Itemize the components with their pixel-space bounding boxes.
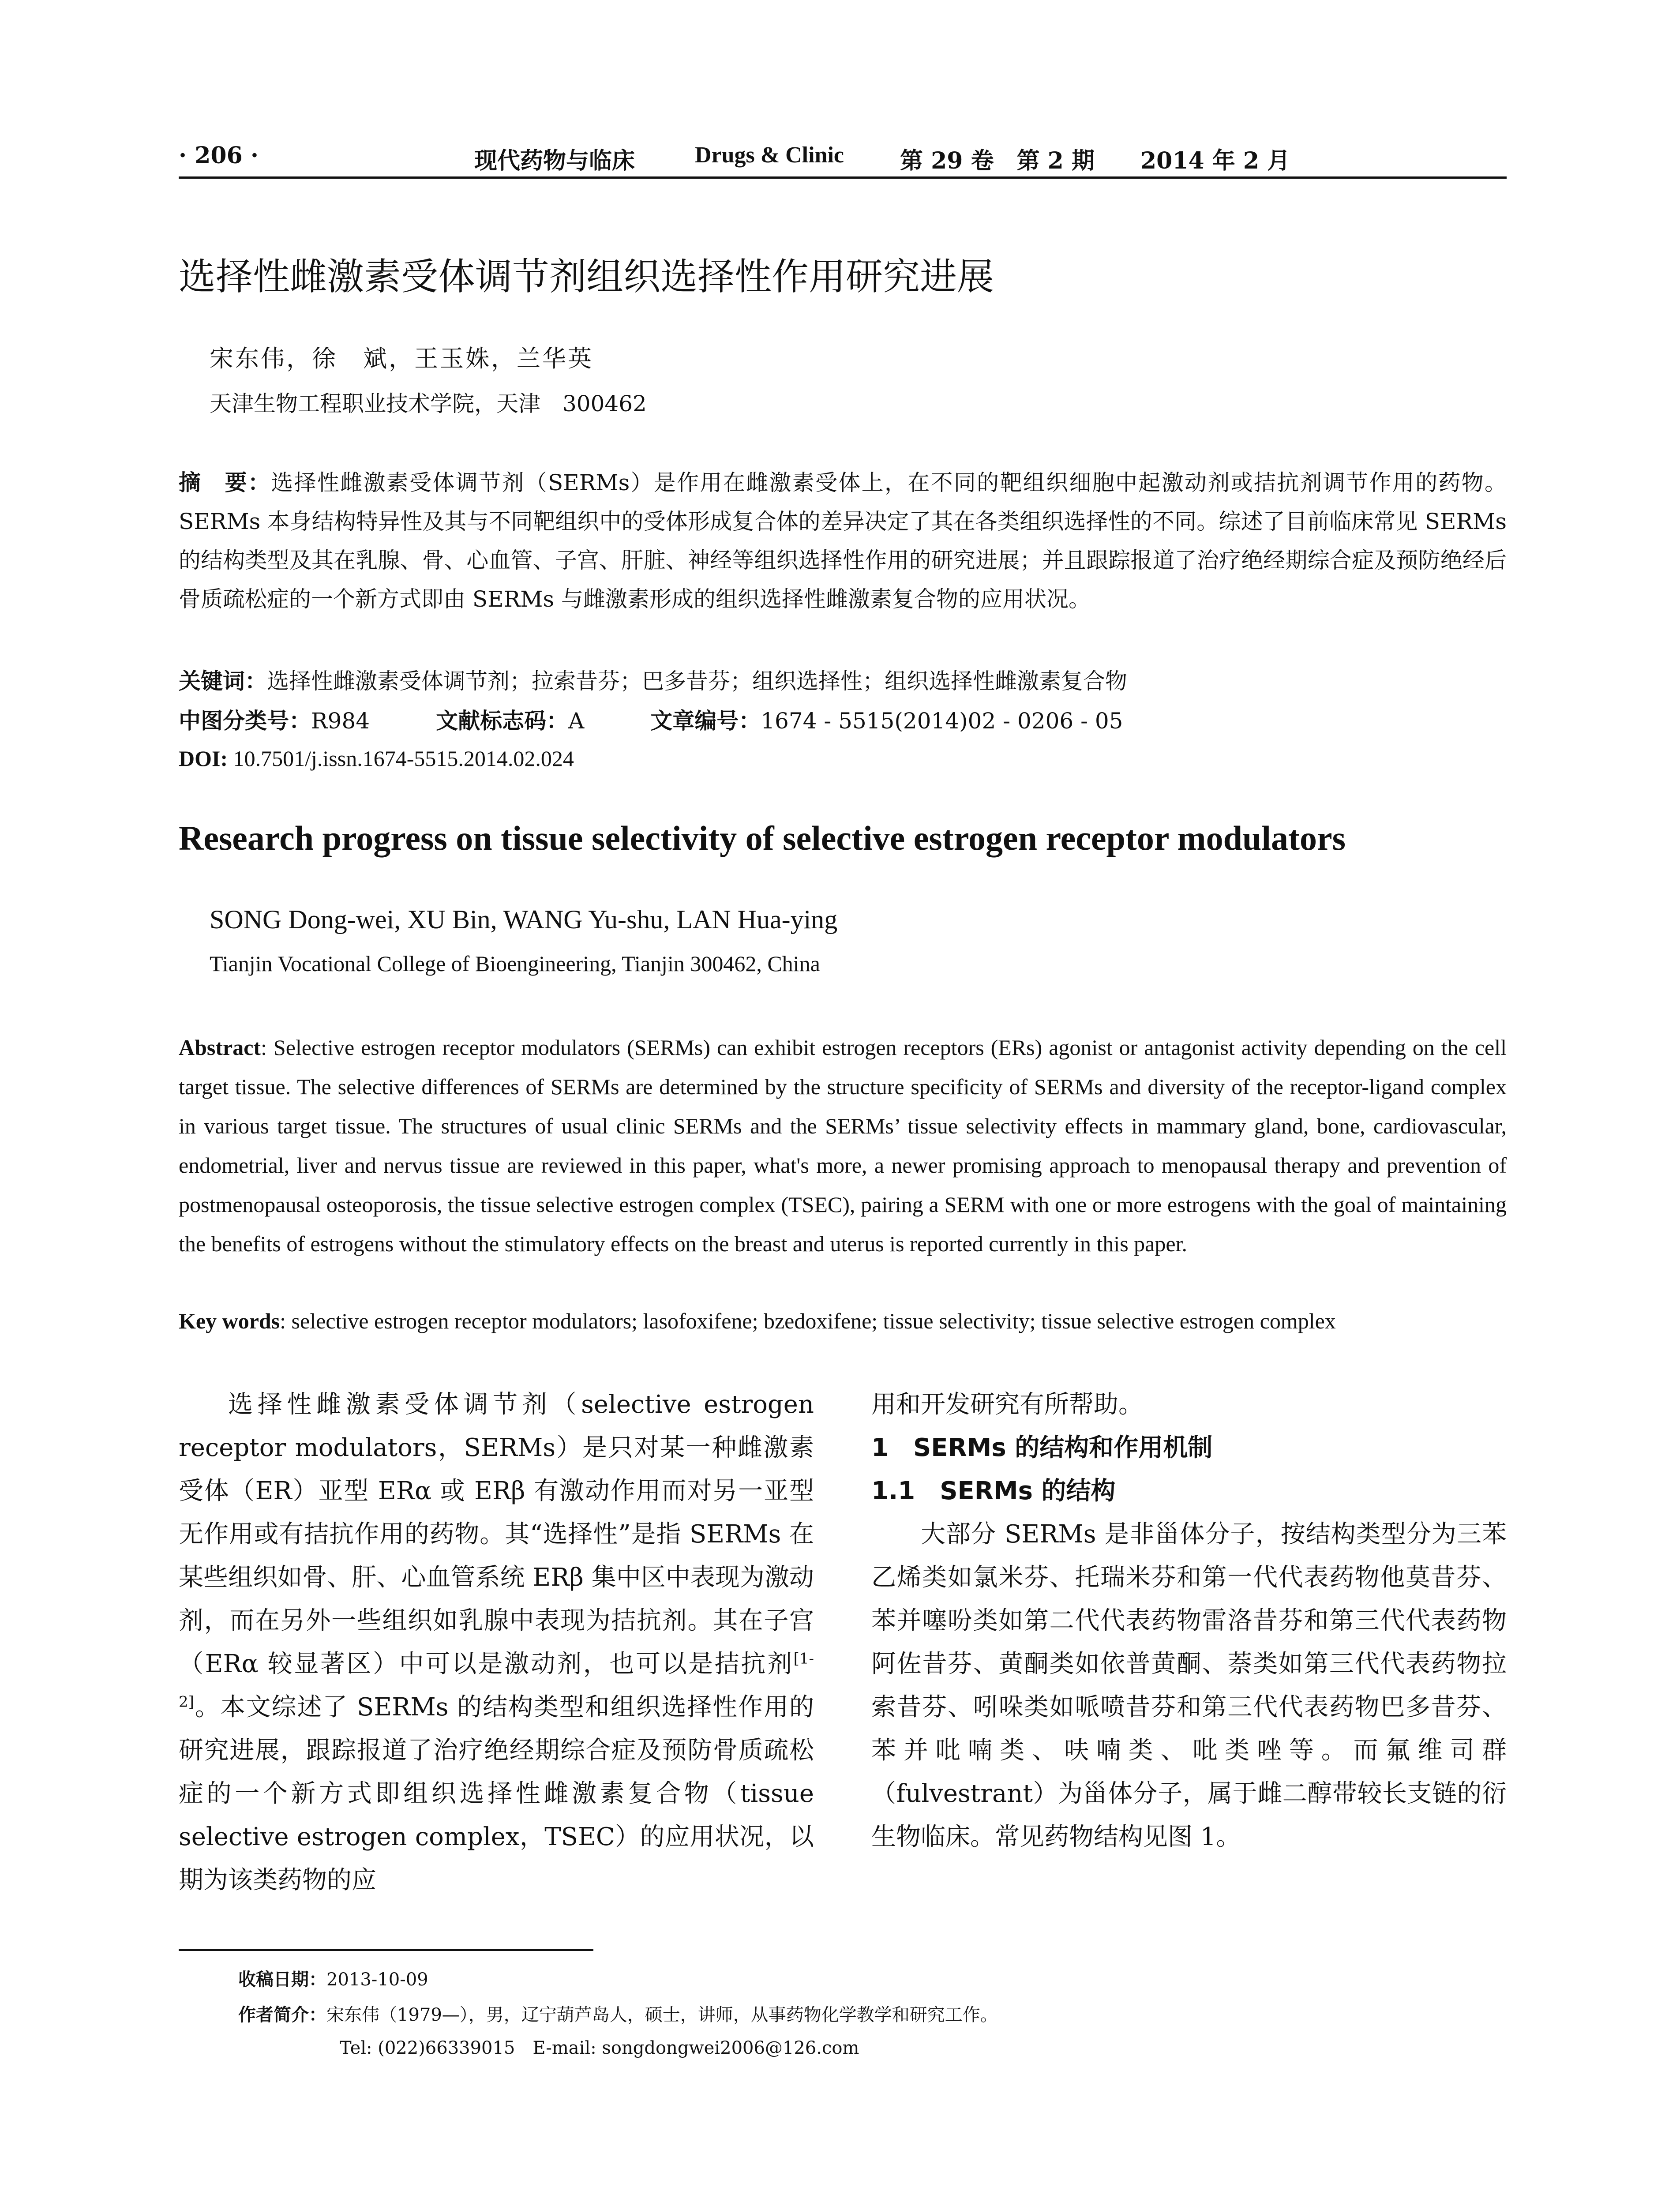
- affiliation-cn: 天津生物工程职业技术学院，天津 300462: [210, 391, 647, 416]
- authors-en: SONG Dong-wei, XU Bin, WANG Yu-shu, LAN Hua-ying: [210, 905, 838, 934]
- volume-issue: 第 29 卷 第 2 期: [900, 147, 1095, 174]
- abstract-en: [179, 1028, 1507, 1264]
- header-rule: [179, 176, 1507, 179]
- intro-paragraph: [179, 1383, 814, 1902]
- contact-note: Tel: (022)66339015 E-mail: songdongwei2006@126.com: [340, 2038, 859, 2058]
- keywords-label-cn: 关键词：: [179, 668, 267, 694]
- doc-code-value: A: [568, 708, 585, 734]
- doi-line: [179, 739, 1507, 778]
- issue-date: 2014 年 2 月: [1140, 147, 1290, 174]
- received-date-note: [238, 1966, 428, 1991]
- keywords-text-en: : selective estrogen receptor modulators; lasofoxifene; bzedoxifene; tissue selectivity; tissue selective estrogen complex: [280, 1309, 1336, 1333]
- body-column-right: [871, 1383, 1507, 1859]
- bio-text: 宋东伟（1979—），男，辽宁葫芦岛人，硕士，讲师，从事药物化学教学和研究工作。: [326, 2005, 998, 2025]
- section-heading-1-1: 1.1 SERMs 的结构: [871, 1477, 1116, 1505]
- keywords-text-cn: 选择性雌激素受体调节剂；拉索昔芬；巴多昔芬；组织选择性；组织选择性雌激素复合物: [267, 668, 1127, 694]
- article-no-value: 1674 - 5515(2014)02 - 0206 - 05: [761, 708, 1123, 734]
- article-title-cn: 选择性雌激素受体调节剂组织选择性作用研究进展: [179, 255, 994, 298]
- intro-continuation: 用和开发研究有所帮助。: [871, 1390, 1143, 1419]
- doi-label: DOI:: [179, 746, 228, 771]
- keywords-label-en: Key words: [179, 1309, 280, 1333]
- footnote-rule: [179, 1949, 593, 1951]
- bio-label: 作者简介：: [238, 2005, 326, 2025]
- abstract-label-cn: 摘 要：: [179, 470, 271, 495]
- keywords-en: [179, 1302, 1507, 1341]
- section-heading-1: 1 SERMs 的结构和作用机制: [871, 1433, 1213, 1462]
- structure-paragraph: 大部分 SERMs 是非甾体分子，按结构类型分为三苯乙烯类如氯米芬、托瑞米芬和第一代代表药物他莫昔芬、苯并噻吩类如第二代代表药物雷洛昔芬和第三代代表药物阿佐昔芬、黄酮类如依普黄酮、萘类如第三代代表药物拉索昔芬、吲哚类如哌喷昔芬和第三代代表药物巴多昔芬、苯并吡喃类、呋喃类、吡类唑等。而氟维司群（fulvestrant）为甾体分子，属于雌二醇带较长支链的衍生物临床。常见药物结构见图 1。: [871, 1520, 1507, 1851]
- received-label: 收稿日期：: [238, 1970, 326, 1990]
- abstract-cn: [179, 463, 1507, 619]
- article-no-label: 文章编号：: [650, 708, 761, 734]
- journal-name-cn: 现代药物与临床: [474, 147, 635, 174]
- intro-text-b: 。本文综述了 SERMs 的结构类型和组织选择性作用的研究进展，跟踪报道了治疗绝经期综合症及预防骨质疏松症的一个新方式即组织选择性雌激素复合物（tissue selective estrogen complex，TSEC）的应用状况，以期为该类药物的应: [179, 1693, 814, 1895]
- abstract-text-en: : Selective estrogen receptor modulators (SERMs) can exhibit estrogen receptors (ERs) agonist or antagonist activity depending on the cell target tissue. The selective differences of SERMs are determined by the structure specificity of SERMs and diversity of the receptor-ligand complex in various target tissue. The structures of usual clinic SERMs and the SERMs’ tissue selectivity effects in mammary gland, bone, cardiovascular, endometrial, liver and nervus tissue are reviewed in this paper, what's more, a newer promising approach to menopausal therapy and prevention of postmenopausal osteoporosis, the tissue selective estrogen complex (TSEC), pairing a SERM with one or more estrogens with the goal of maintaining the benefits of estrogens without the stimulatory effects on the breast and uterus is reported currently in this paper.: [179, 1035, 1507, 1256]
- abstract-label-en: Abstract: [179, 1035, 261, 1060]
- clc-value: R984: [311, 708, 370, 734]
- intro-text-a: 选择性雌激素受体调节剂（selective estrogen receptor modulators，SERMs）是只对某一种雌激素受体（ER）亚型 ERα 或 ERβ 有激动作用而对另一亚型无作用或有拮抗作用的药物。其“选择性”是指 SERMs 在某些组织如骨、肝、心血管系统 ERβ 集中区中表现为激动剂，而在另外一些组织如乳腺中表现为拮抗剂。其在子宫（ERα 较显著区）中可以是激动剂，也可以是拮抗剂: [179, 1390, 814, 1678]
- journal-name-en: Drugs & Clinic: [695, 143, 844, 168]
- doc-code-label: 文献标志码：: [436, 708, 569, 734]
- citation-ref: [1-2]: [179, 1650, 814, 1711]
- classification-line: [179, 702, 1507, 740]
- body-column-left: [179, 1383, 814, 1902]
- abstract-text-cn: 选择性雌激素受体调节剂（SERMs）是作用在雌激素受体上，在不同的靶组织细胞中起激动剂或拮抗剂调节作用的药物。SERMs 本身结构特异性及其与不同靶组织中的受体形成复合体的差异决定了其在各类组织选择性的不同。综述了目前临床常见 SERMs 的结构类型及其在乳腺、骨、心血管、子宫、肝脏、神经等组织选择性作用的研究进展；并且跟踪报道了治疗绝经期综合症及预防绝经后骨质疏松症的一个新方式即由 SERMs 与雌激素形成的组织选择性雌激素复合物的应用状况。: [179, 470, 1507, 612]
- received-value: 2013-10-09: [326, 1970, 428, 1990]
- doi-value: 10.7501/j.issn.1674-5515.2014.02.024: [228, 746, 574, 771]
- page-number: · 206 ·: [179, 142, 259, 169]
- article-title-en: Research progress on tissue selectivity of selective estrogen receptor modulators: [179, 819, 1346, 857]
- affiliation-en: Tianjin Vocational College of Bioengineering, Tianjin 300462, China: [210, 951, 820, 976]
- clc-label: 中图分类号：: [179, 708, 311, 734]
- author-bio-note: [238, 2001, 998, 2026]
- authors-cn: 宋东伟，徐 斌，王玉姝，兰华英: [210, 345, 593, 372]
- running-header: [0, 0, 1680, 185]
- keywords-cn: [179, 662, 1507, 701]
